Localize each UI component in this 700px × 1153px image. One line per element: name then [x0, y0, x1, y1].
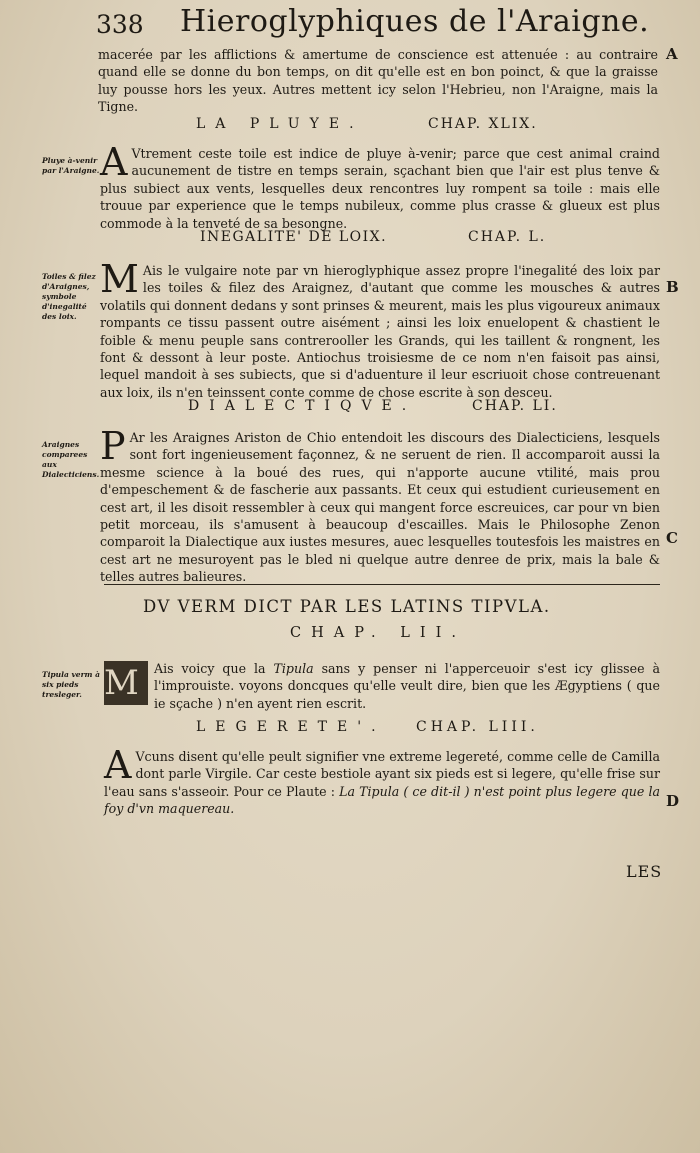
plautus-quote: La Tipula ( ce dit-il ) n'est point plus legere que la foy d'vn maquereau.	[104, 783, 660, 817]
chapter-53-title: LEGERETE'.	[196, 719, 386, 735]
chapter-53-text	[104, 743, 660, 818]
running-title: Hieroglyphiques de l'Araigne.	[180, 4, 650, 39]
margin-letter-d: D	[666, 792, 680, 810]
margin-letter-a: A	[666, 45, 678, 63]
chapter-53-body: Vcuns disent qu'elle peult signifier vne extreme legereté, comme celle de Camilla dont parle Virgile. Car ceste bestiole ayant six pieds est si legere, qu'elle frise sur l'eau sans s'asseoir. Pour ce Plaute :	[104, 749, 660, 799]
chapter-52-body-start: Ais voicy que la	[154, 661, 274, 676]
dropcap-m: M	[100, 257, 139, 301]
chapter-52-text	[104, 660, 660, 712]
chapter-50-number: CHAP. L.	[468, 229, 547, 245]
margin-note-50: Toiles & filez d'Araignes, symbole d'inegalité des loix.	[42, 272, 96, 321]
margin-letter-c: C	[666, 529, 678, 547]
chapter-49-title: LA PLUYE.	[196, 116, 364, 132]
dropcap-a: A	[100, 140, 128, 184]
chapter-49-number: CHAP. XLIX.	[428, 116, 538, 132]
chapter-53-number: CHAP. LIII.	[416, 719, 539, 735]
catchword: LES	[626, 862, 663, 881]
chapter-51-body: Ar les Araignes Ariston de Chio entendoit les discours des Dialecticiens, lesquels sont fort ingenieusement façonnez, & ne seruent de rien. Il accomparoit aussi la mesme science à la boué des rues, qui n'apporte aucune vtilité, mais prou d'empeschement & de fascherie aux passants. Et ceux qui estudient curieusement en cest art, il les disoit ressembler à ceux qui mangent force escreuices, car pour vn bien petit morceau, ils s'amusent à beaucoup d'escailles. Mais le Philosophe Zenon comparoit la Dialectique aux iustes mesures, auec lesquelles toutesfois les maistres en cest art ne mesuroyent pas le bled ni quelque autre denree de prix, mais la bale & telles autres balieures.	[100, 430, 660, 585]
tipula-word: Tipula	[273, 661, 314, 676]
dropcap-a-2: A	[104, 743, 132, 787]
chapter-50-text	[100, 257, 660, 401]
chapter-50-body: Ais le vulgaire note par vn hieroglyphique assez propre l'inegalité des loix par les toiles & filez des Araignez, d'autant que comme les mousches & autres volatils qui donnent dedans y sont prinses & meurent, mais les plus vigoureux animaux rompants ce tissu passent outre aisément ; ainsi les loix enuelopent & chastient le foible & menu peuple sans contrerooller les Grands, qui les taillent & rongnent, les font & dessont à leur poste. Antiochus troisiesme de ce nom n'en faisoit pas ainsi, lequel mandoit à ses subiects, que si d'aduenture il leur escriuoit chose contreuenant aux loix, ils n'en teinssent conte comme de chose escrite à son desceu.	[100, 263, 660, 400]
chapter-49-text	[100, 140, 660, 232]
chapter-52-number: CHAP. LII.	[290, 625, 466, 641]
chapter-51-text	[100, 424, 660, 586]
chapter-50-title: INEGALITE' DE LOIX.	[200, 229, 388, 245]
page-header	[96, 4, 686, 44]
section-title: DV VERM DICT PAR LES LATINS TIPVLA.	[143, 597, 551, 616]
chapter-51-number: CHAP. LI.	[472, 398, 558, 414]
margin-note-49: Pluye à-venir par l'Araigne.	[42, 156, 100, 175]
page-number: 338	[96, 10, 144, 39]
section-divider	[104, 584, 660, 585]
ornamental-dropcap-m: M	[104, 661, 148, 705]
margin-note-51: Araignes comparees aux Dialecticiens.	[42, 440, 100, 479]
dropcap-p: P	[100, 424, 126, 468]
chapter-49-body: Vtrement ceste toile est indice de pluye à-venir; parce que cest animal craind aucunement de tistre en temps serain, sçachant bien que l'air est plus tenve & plus subiect aux vents, lesquelles deux rencontres luy rompent sa toile : mais elle trouue par experience que le temps nubileux, comme plus crasse & glueux est plus commode à la tenveté de sa besongne.	[100, 146, 660, 231]
intro-paragraph: macerée par les afflictions & amertume de conscience est attenuée : au contraire quand elle se donne du bon temps, on dit qu'elle est en bon poinct, & que la graisse luy pousse hors les yeux. Autres mettent icy selon l'Hebrieu, non l'Araigne, mais la Tigne.	[98, 47, 658, 115]
margin-note-52: Tipula verm à six pieds tresleger.	[42, 670, 100, 699]
margin-letter-b: B	[666, 278, 679, 296]
chapter-51-title: DIALECTIQVE.	[188, 398, 417, 414]
chapter-52-body-end: sans y penser ni l'apperceuoir s'est icy glissee à l'improuiste. voyons doncques qu'elle veult dire, bien que les Ægyptiens ( que ie sçache ) n'en ayent rien escrit.	[154, 661, 660, 711]
